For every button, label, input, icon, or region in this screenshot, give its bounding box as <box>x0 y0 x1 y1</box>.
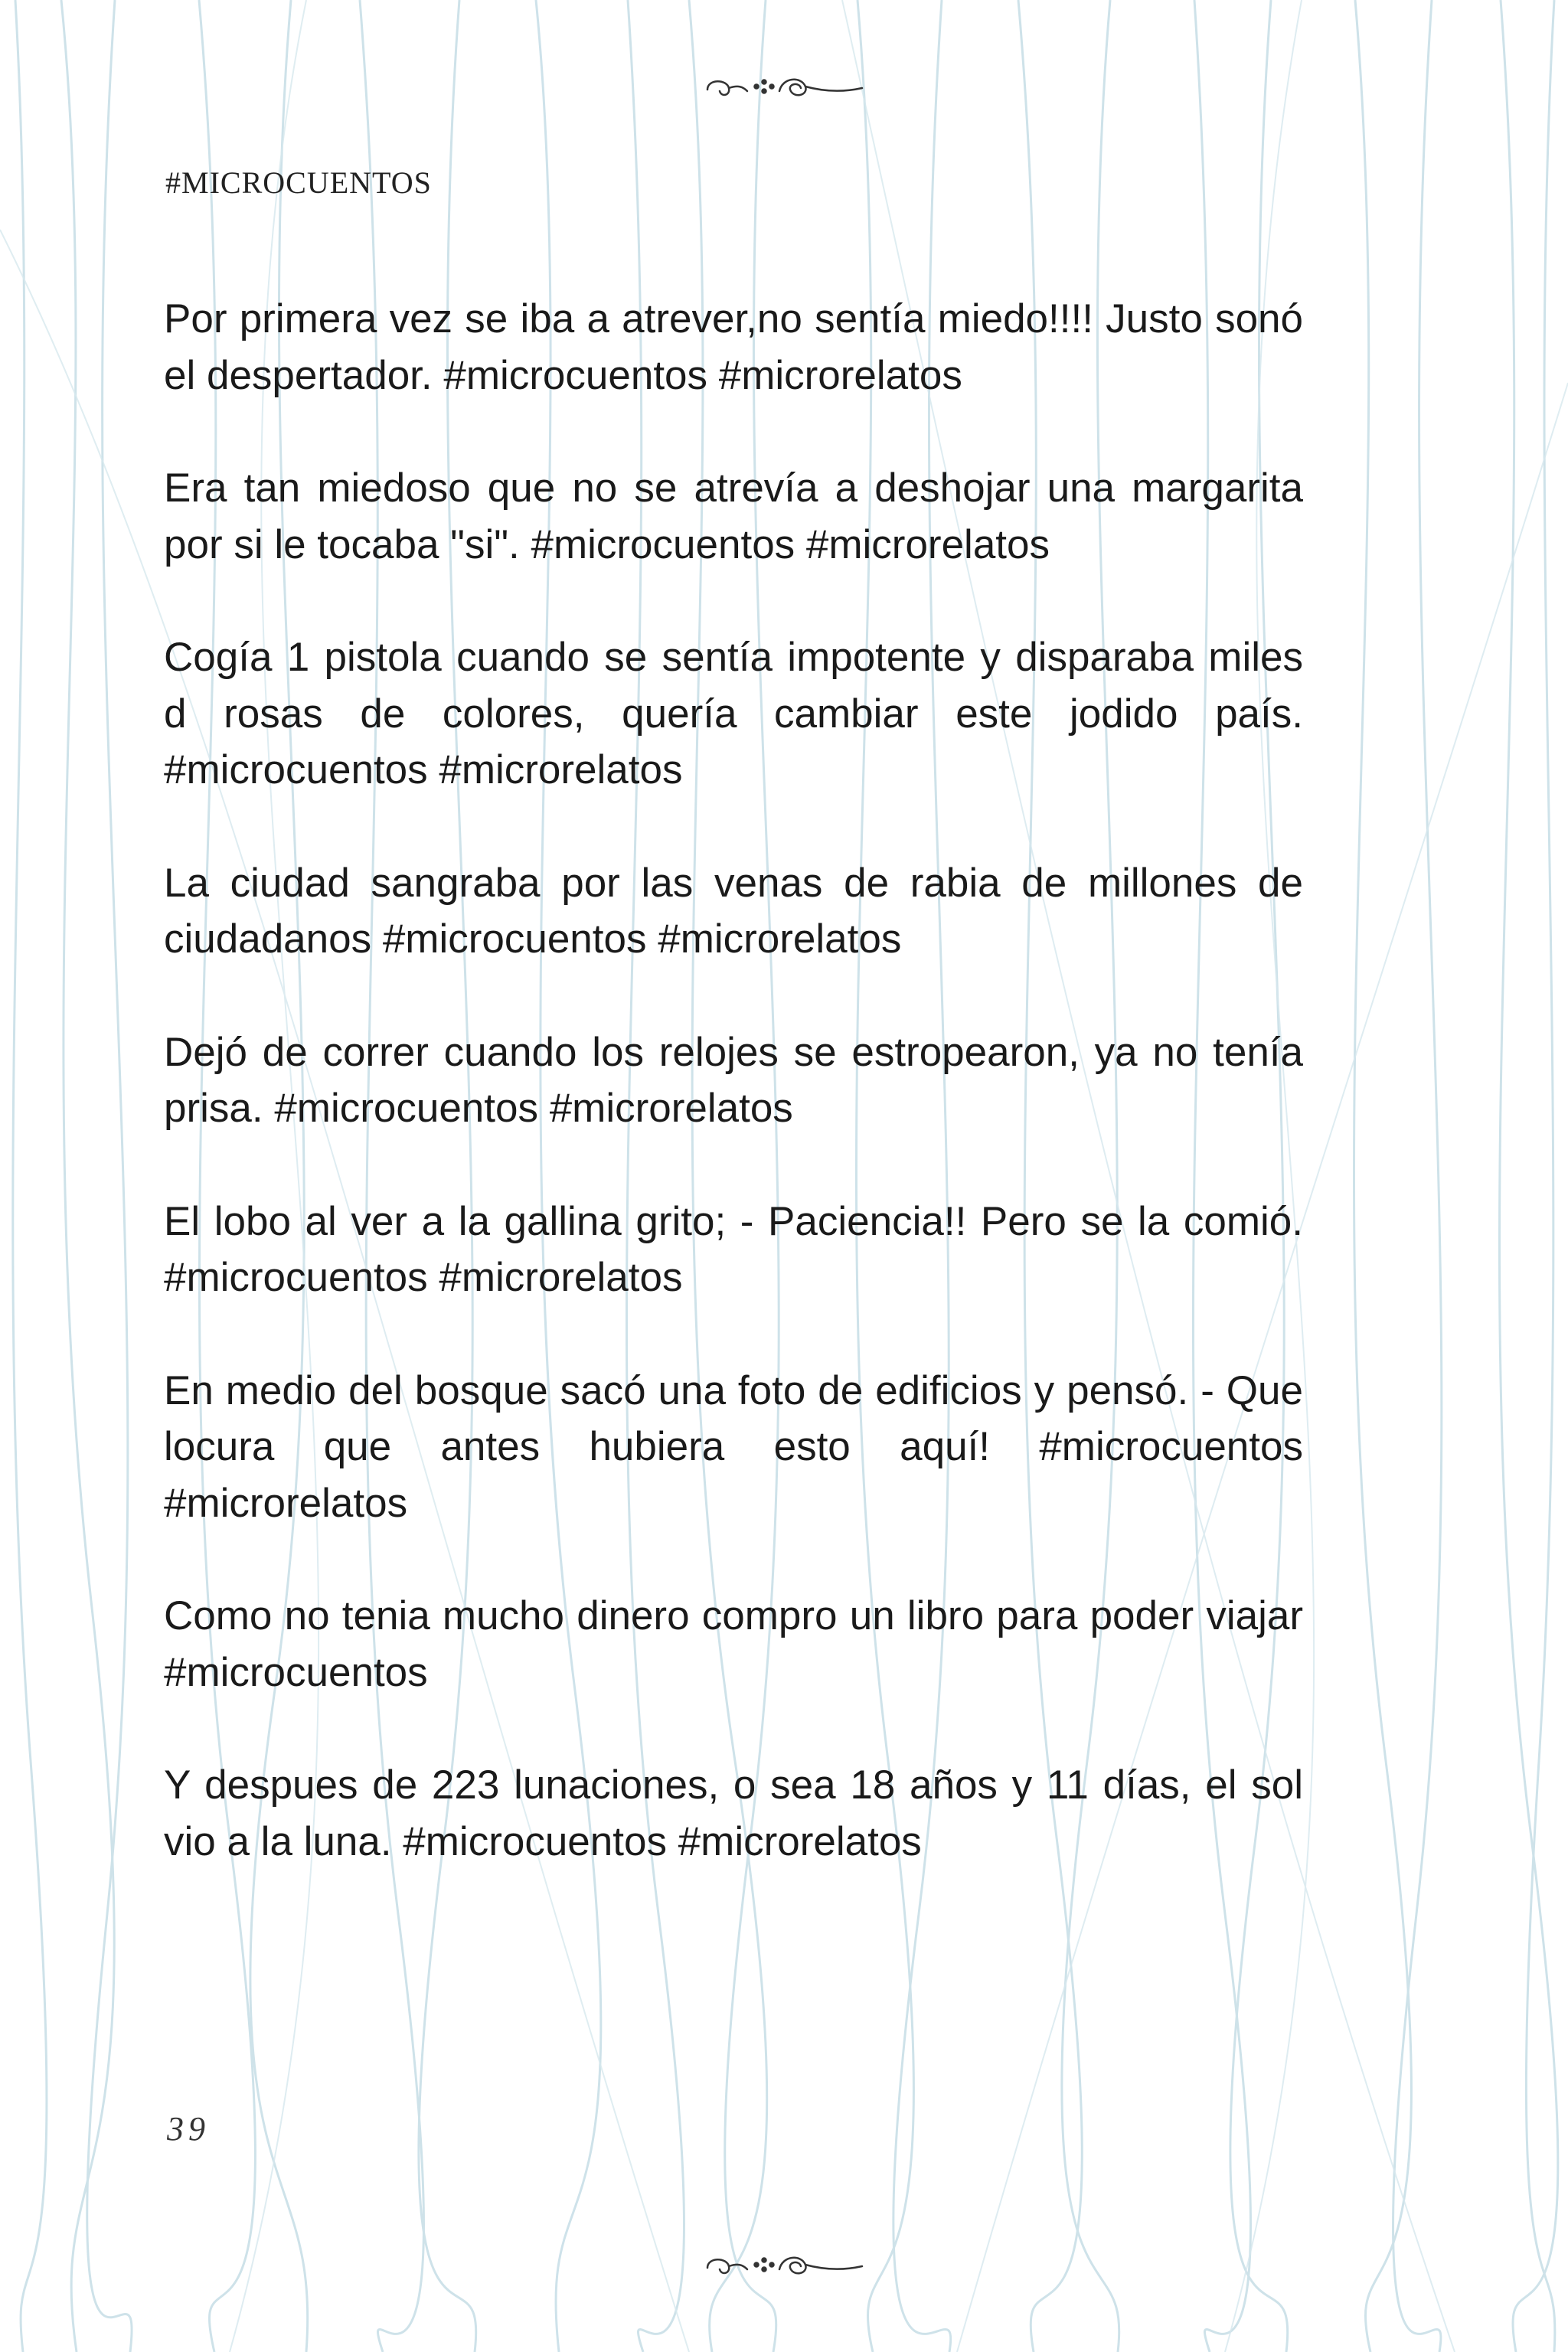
story-paragraph: El lobo al ver a la gallina grito; - Paciencia!! Pero se la comió. #microcuentos #microrelatos <box>164 1198 1303 1300</box>
story-paragraph: La ciudad sangraba por las venas de rabia de millones de ciudadanos #microcuentos #microrelatos <box>164 860 1303 962</box>
stories-list <box>164 291 1303 1926</box>
story-paragraph: Dejó de correr cuando los relojes se estropearon, ya no tenía prisa. #microcuentos #microrelatos <box>164 1029 1303 1131</box>
story-paragraph: En medio del bosque sacó una foto de edificios y pensó. - Que locura que antes hubiera esto aquí! #microcuentos #microrelatos <box>164 1367 1303 1526</box>
section-header: #MICROCUENTOS <box>165 165 432 200</box>
story-paragraph: Por primera vez se iba a atrever,no sentía miedo!!!! Justo sonó el despertador. #microcuentos #microrelatos <box>164 296 1303 398</box>
top-flourish-ornament-icon <box>700 65 868 111</box>
story-paragraph: Como no tenia mucho dinero compro un libro para poder viajar #microcuentos <box>164 1593 1303 1695</box>
story-paragraph: Cogía 1 pistola cuando se sentía impotente y disparaba miles d rosas de colores, quería cambiar este jodido país. #microcuentos #microrelatos <box>164 635 1303 792</box>
story-paragraph: Era tan miedoso que no se atrevía a deshojar una margarita por si le tocaba "si". #microcuentos #microrelatos <box>164 466 1303 567</box>
story-paragraph: Y despues de 223 lunaciones, o sea 18 años y 11 días, el sol vio a la luna. #microcuentos #microrelatos <box>164 1762 1303 1864</box>
bottom-flourish-ornament-icon <box>700 2243 868 2289</box>
page-number: 39 <box>167 2110 210 2148</box>
